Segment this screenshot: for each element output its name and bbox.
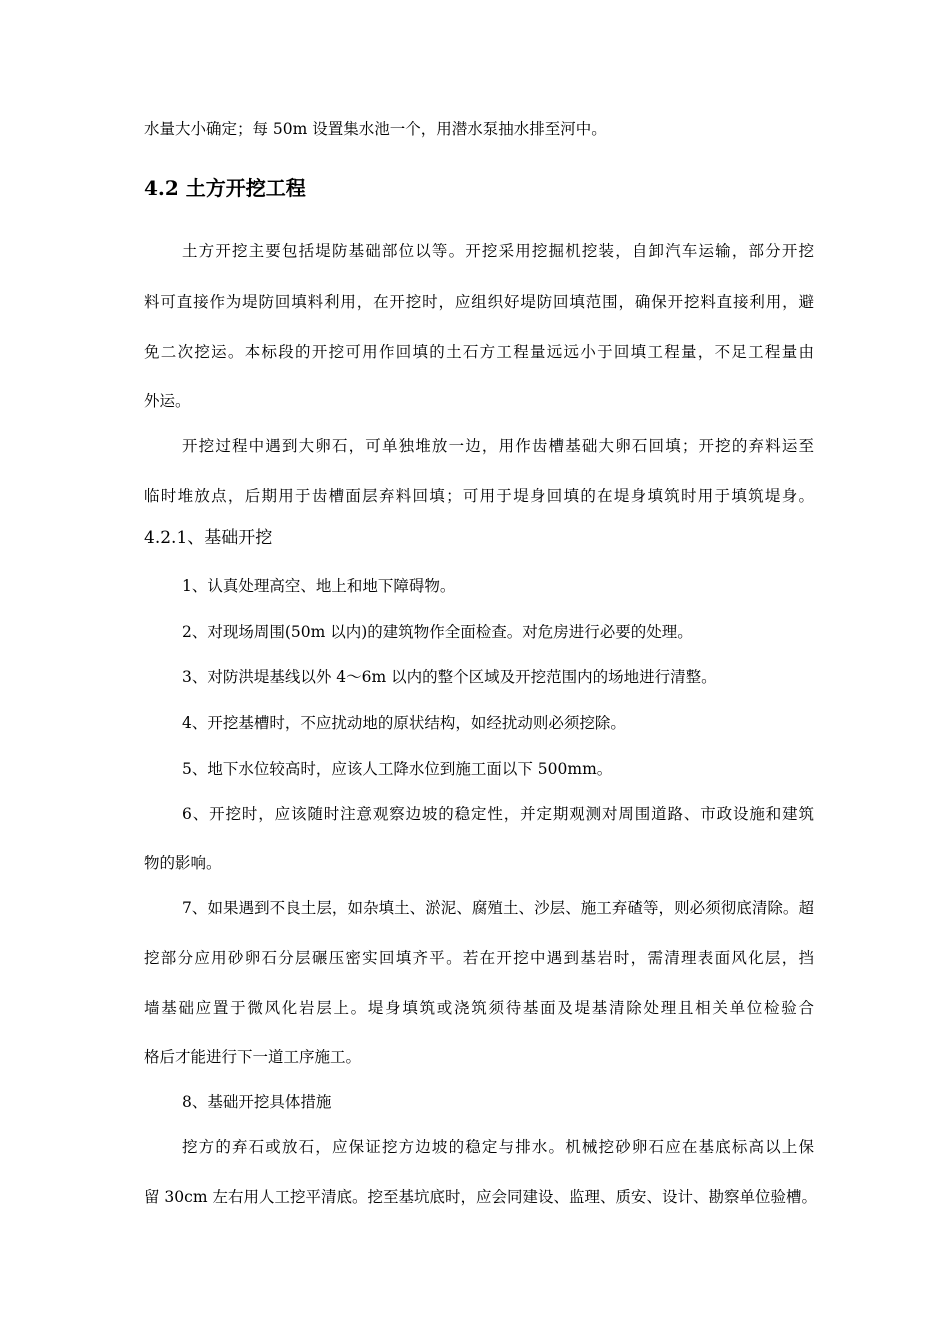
paragraph-line: 开挖过程中遇到大卵石，可单独堆放一边，用作齿槽基础大卵石回填；开挖的弃料运至 [182, 437, 814, 455]
list-item: 物的影响。 [144, 854, 222, 872]
paragraph-line: 土方开挖主要包括堤防基础部位以等。开挖采用挖掘机挖装，自卸汽车运输，部分开挖 [182, 242, 814, 260]
subsection-title: 4.2.1、基础开挖 [144, 528, 273, 548]
list-item: 1、认真处理高空、地上和地下障碍物。 [182, 577, 456, 595]
paragraph-line: 临时堆放点，后期用于齿槽面层弃料回填；可用于堤身回填的在堤身填筑时用于填筑堤身。 [144, 487, 814, 505]
list-item: 墙基础应置于微风化岩层上。堤身填筑或浇筑须待基面及堤基清除处理且相关单位检验合 [144, 999, 814, 1017]
paragraph-line: 免二次挖运。本标段的开挖可用作回填的土石方工程量远远小于回填工程量，不足工程量由 [144, 343, 814, 361]
list-item: 6、开挖时，应该随时注意观察边坡的稳定性，并定期观测对周围道路、市政设施和建筑 [182, 805, 814, 823]
paragraph-line: 外运。 [144, 392, 191, 410]
list-item: 2、对现场周围(50m 以内)的建筑物作全面检查。对危房进行必要的处理。 [182, 623, 693, 641]
paragraph-line: 料可直接作为堤防回填料利用，在开挖时，应组织好堤防回填范围，确保开挖料直接利用，避 [144, 293, 814, 311]
list-item: 7、如果遇到不良土层，如杂填土、淤泥、腐殖土、沙层、施工弃碴等，则必须彻底清除。超 [182, 899, 814, 917]
list-item: 挖部分应用砂卵石分层碾压密实回填齐平。若在开挖中遇到基岩时，需清理表面风化层，挡 [144, 949, 814, 967]
list-item: 4、开挖基槽时，不应扰动地的原状结构，如经扰动则必须挖除。 [182, 714, 626, 732]
paragraph-line: 挖方的弃石或放石，应保证挖方边坡的稳定与排水。机械挖砂卵石应在基底标高以上保 [182, 1138, 814, 1156]
list-item: 8、基础开挖具体措施 [182, 1093, 332, 1111]
intro-line: 水量大小确定；每 50m 设置集水池一个，用潜水泵抽水排至河中。 [144, 120, 607, 138]
list-item: 格后才能进行下一道工序施工。 [144, 1048, 362, 1066]
paragraph-line: 留 30cm 左右用人工挖平清底。挖至基坑底时，应会同建设、监理、质安、设计、勘察单位验槽。 [144, 1188, 817, 1206]
section-title: 4.2 土方开挖工程 [144, 176, 306, 200]
list-item: 3、对防洪堤基线以外 4～6m 以内的整个区域及开挖范围内的场地进行清整。 [182, 668, 717, 686]
list-item: 5、地下水位较高时，应该人工降水位到施工面以下 500mm。 [182, 760, 613, 778]
